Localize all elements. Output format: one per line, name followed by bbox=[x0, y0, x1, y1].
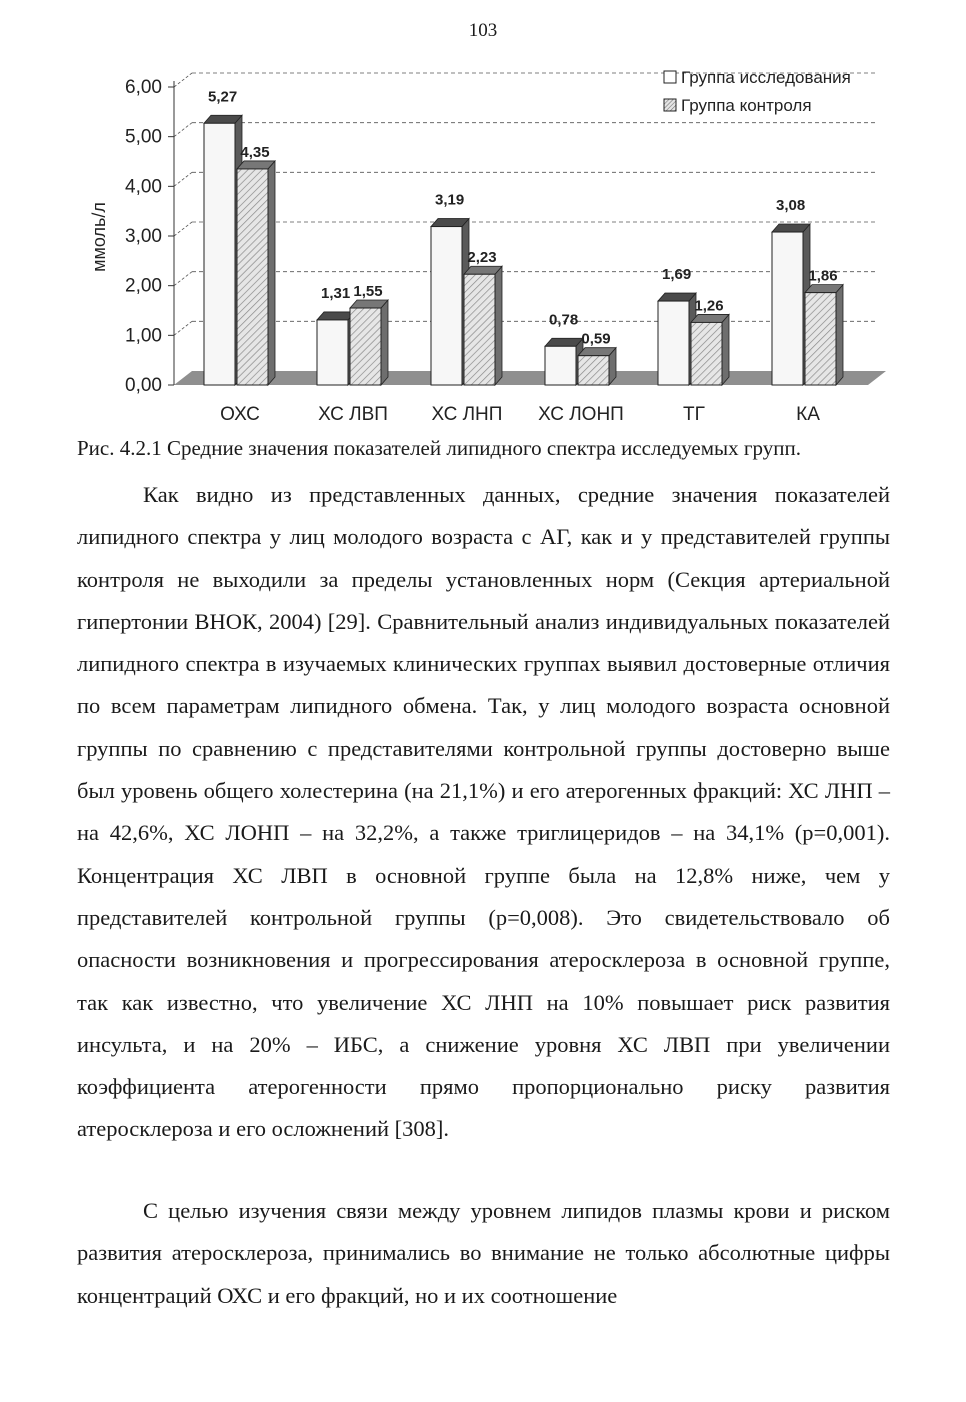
bar bbox=[772, 232, 803, 385]
y-tick-label: 6,00 bbox=[125, 77, 162, 98]
bar-side bbox=[268, 161, 275, 385]
paragraph-1 bbox=[77, 474, 890, 1151]
data-label: 4,35 bbox=[240, 143, 270, 161]
data-label: 0,78 bbox=[549, 311, 579, 329]
paragraph-2 bbox=[77, 1190, 890, 1317]
bar-side bbox=[381, 300, 388, 385]
bar bbox=[805, 293, 836, 385]
bar-top bbox=[464, 266, 502, 274]
bar-top bbox=[204, 115, 242, 123]
x-tick-label: ТГ bbox=[683, 404, 705, 425]
data-label: 5,27 bbox=[208, 88, 238, 106]
chart-bars bbox=[204, 115, 843, 385]
legend-entry: Группа исследования bbox=[681, 68, 851, 87]
bar-top bbox=[805, 285, 843, 293]
y-tick-label: 3,00 bbox=[125, 226, 162, 247]
bar-top bbox=[237, 161, 275, 169]
chart-axis bbox=[89, 77, 174, 396]
y-tick-label: 5,00 bbox=[125, 126, 162, 148]
paragraph-2-text: С целью изучения связи между уровнем липидов плазмы крови и риском развития атеросклероза, принимались во внимание не только абсолютные цифры концентраций ОХС и его фракций, но и их соотношение bbox=[77, 1198, 890, 1308]
bar-side bbox=[722, 314, 729, 385]
bar bbox=[350, 308, 381, 385]
x-tick-label: ХС ЛНП bbox=[431, 404, 503, 425]
figure-caption: Рис. 4.2.1 Средние значения показателей липидного спектра исследуемых групп. bbox=[77, 436, 801, 460]
bar-side bbox=[495, 266, 502, 385]
page-number: 103 bbox=[468, 20, 498, 41]
y-tick-label: 0,00 bbox=[125, 375, 162, 396]
lipid-bar-chart bbox=[0, 0, 966, 430]
data-label: 1,55 bbox=[353, 283, 383, 301]
gridline-diagonal bbox=[174, 73, 192, 87]
bar bbox=[658, 301, 689, 385]
x-tick-label: ОХС bbox=[220, 404, 260, 425]
x-tick-label: КА bbox=[796, 404, 820, 425]
bar bbox=[578, 356, 609, 385]
paragraph-1-text: Как видно из представленных данных, средние значения показателей липидного спектра у лиц молодого возраста с АГ, как и у представителей группы контроля не выходили за пределы установленных норм (Секция артериальной гипертонии ВНОК, 2004) [29]. Сравнительный анализ индивидуальных показателей липидного спектра в изучаемых клинических группах выявил достоверные отличия по всем параметрам липидного обмена. Так, у лиц молодого возраста основной группы по сравнению с представителями контрольной группы достоверно выше был уровень общего холестерина (на 21,1%) и его атерогенных фракций: ХС ЛНП – на 42,6%, ХС ЛОНП – на 32,2%, а также триглицеридов – на 34,1% (р=0,001). Концентрация ХС ЛВП в основной группе была на 12,8% ниже, чем у представителей контрольной группы (р=0,008). Это свидетельствовало об опасности возникновения и прогрессирования атеросклероза в основной группе, так как известно, что увеличение ХС ЛНП на 10% повышает риск развития инсульта, и на 20% – ИБС, а снижение уровня ХС ЛВП при увеличении коэффициента атерогенности прямо пропорционально риску развития атеросклероза и его осложнений [308]. bbox=[77, 482, 890, 1142]
legend-swatch bbox=[664, 71, 676, 83]
legend-entry: Группа контроля bbox=[681, 96, 812, 115]
bar-top bbox=[658, 293, 696, 301]
bar bbox=[464, 274, 495, 385]
y-axis-title: ммоль/л bbox=[89, 202, 109, 272]
x-tick-label: ХС ЛВП bbox=[318, 404, 388, 425]
data-label: 1,31 bbox=[321, 284, 351, 302]
y-tick-label: 1,00 bbox=[125, 325, 162, 347]
bar-top bbox=[317, 312, 355, 320]
y-tick-label: 4,00 bbox=[125, 176, 162, 198]
data-label: 1,26 bbox=[694, 297, 724, 315]
data-label: 3,19 bbox=[435, 191, 465, 209]
gridline-diagonal bbox=[174, 222, 192, 236]
bar-top bbox=[772, 224, 810, 232]
bar-top bbox=[578, 348, 616, 356]
gridline-diagonal bbox=[174, 123, 192, 137]
bar-top bbox=[545, 338, 583, 346]
bar bbox=[204, 123, 235, 385]
data-label: 2,23 bbox=[467, 249, 497, 267]
bar-top bbox=[431, 219, 469, 227]
bar-top bbox=[691, 314, 729, 322]
bar bbox=[317, 320, 348, 385]
bar bbox=[545, 346, 576, 385]
bar bbox=[237, 169, 268, 385]
data-label: 3,08 bbox=[776, 197, 806, 215]
gridline-diagonal bbox=[174, 321, 192, 335]
gridline-diagonal bbox=[174, 172, 192, 186]
data-label: 1,86 bbox=[808, 267, 838, 285]
legend-swatch bbox=[664, 99, 676, 111]
bar bbox=[431, 227, 462, 385]
data-label: 0,59 bbox=[581, 330, 611, 348]
chart-legend bbox=[664, 68, 851, 115]
data-label: 1,69 bbox=[662, 266, 692, 284]
x-tick-label: ХС ЛОНП bbox=[538, 404, 624, 425]
bar-side bbox=[836, 285, 843, 385]
y-tick-label: 2,00 bbox=[125, 275, 162, 297]
bar bbox=[691, 322, 722, 385]
bar-top bbox=[350, 300, 388, 308]
gridline-diagonal bbox=[174, 272, 192, 286]
